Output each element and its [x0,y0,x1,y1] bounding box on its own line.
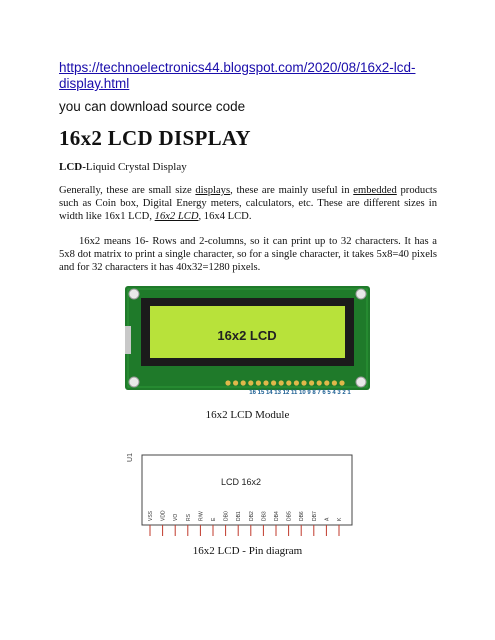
solder-pad [263,380,268,385]
lcd-module-image [125,286,370,394]
pin-label: DB6 [299,511,306,521]
pin-label: DB1 [236,511,243,521]
solder-pad [225,380,230,385]
solder-pad [271,380,276,385]
pin-diagram-svg [126,443,366,538]
mount-hole-tr [356,289,366,299]
lcd-screen-text: 16x2 LCD [217,328,277,343]
pin-label: DB2 [248,511,255,521]
lcd-module-svg [125,286,370,394]
pin-label: DB5 [286,511,293,521]
source-link[interactable] [59,60,459,92]
pin-label: VDD [160,510,167,521]
download-text: you can download source code [59,99,246,114]
side-connector [125,326,131,354]
pin-label: E [211,517,217,521]
solder-pad [324,380,329,385]
displays-link[interactable]: displays [195,185,231,196]
lcd-def-text: Liquid Crystal Display [85,161,187,173]
source-link-line2[interactable]: display.html [59,76,130,91]
solder-pad [248,380,253,385]
mount-hole-bl [129,377,139,387]
pin-label: DB0 [223,511,230,521]
lcd-symbol-label: LCD 16x2 [220,477,262,487]
pin-label: DB3 [261,511,268,521]
mount-hole-tl [129,289,139,299]
pin-label: R/W [198,511,205,521]
lcd16x2-link[interactable]: 16x2 LCD [154,211,199,222]
p1-text-a: Generally, these are small size [59,185,196,196]
solder-pad [309,380,314,385]
pin-diagram [126,443,366,538]
lcd-label: LCD- [59,161,86,173]
p1-text-b: , these are mainly useful in [230,185,354,196]
p1-text-d: , 16x4 LCD. [198,211,252,222]
solder-pad [339,380,344,385]
solder-pad [301,380,306,385]
solder-pad [279,380,284,385]
p1-text-c: products such as Coin box, Digital Energy meters, calculators, etc. These are different sizes in width like 16x1 LCD, [59,185,437,222]
solder-pad [317,380,322,385]
solder-pad [241,380,246,385]
ref-label: U1 [127,453,134,462]
pin-label: VSS [148,510,154,521]
solder-pad [332,380,337,385]
paragraph-details: 16x2 means 16- Rows and 2-columns, so it can print up to 32 characters. It has a 5x8 dot matrix to print a single character, so for a single character, it takes 5x8=40 pixels and for 32 characters it has 40x32=1280 pixels. [59,236,437,273]
pin-label: VO [173,513,180,521]
pin-label: DB4 [274,511,280,521]
solder-pad [256,380,261,385]
solder-pad [294,380,299,385]
source-link-line1[interactable]: https://technoelectronics44.blogspot.com/2020/08/16x2-lcd- [59,60,416,75]
paragraph-intro [59,184,437,223]
pin-label: K [337,517,343,521]
pin-label: RS [185,514,192,521]
page-title: 16x2 LCD DISPLAY [59,126,251,150]
mount-hole-br [356,377,366,387]
pin-label: A [324,517,331,521]
solder-pad [286,380,291,385]
pin-numbers: 16 15 14 13 12 11 10 9 8 7 6 5 4 3 2 1 [249,390,351,394]
module-caption: 16x2 LCD Module [205,409,290,421]
solder-pad [233,380,238,385]
lcd-definition [59,161,187,173]
pin-label: DB7 [311,511,318,521]
embedded-link[interactable]: embedded [353,185,397,196]
pin-caption: 16x2 LCD - Pin diagram [192,545,303,557]
